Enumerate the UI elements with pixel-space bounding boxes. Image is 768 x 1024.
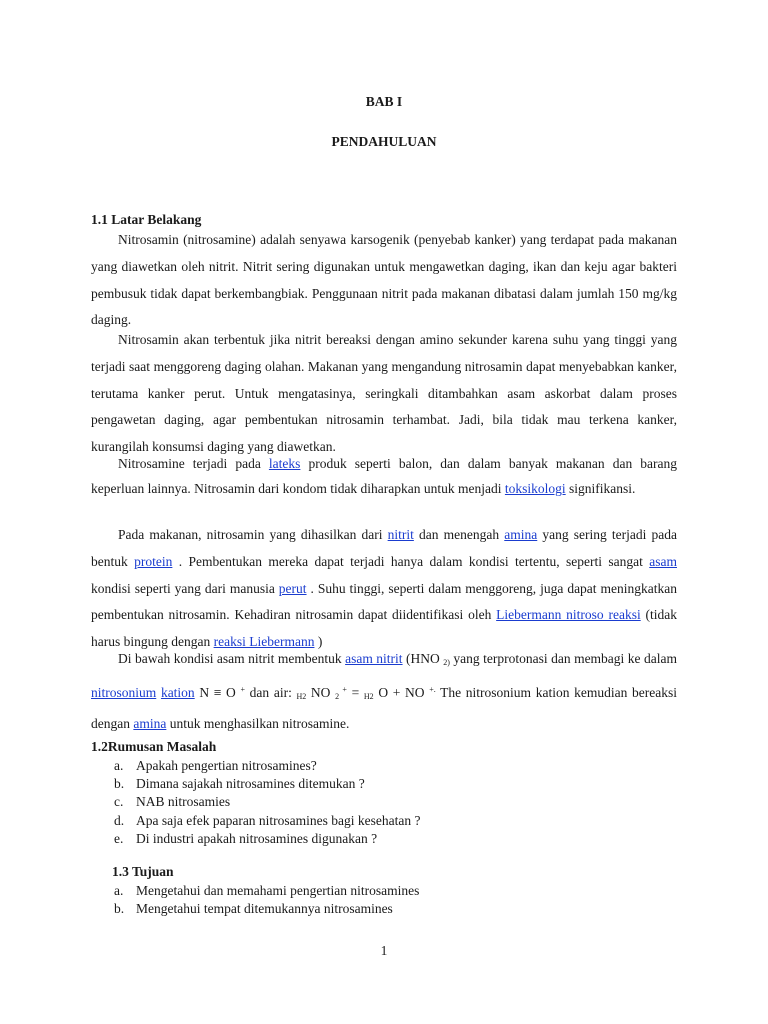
list-marker: c. (114, 794, 124, 810)
superscript: + (240, 684, 245, 694)
subscript: 2 (335, 691, 340, 701)
list-item-text: Mengetahui dan memahami pengertian nitrosamines (136, 883, 420, 898)
list-item (112, 882, 419, 900)
rumusan-masalah-list (112, 757, 421, 848)
list-item (112, 900, 419, 918)
paragraph-3-text: Nitrosamine terjadi pada (118, 456, 269, 471)
paragraph-5-text: NO (306, 684, 336, 700)
list-item (112, 793, 421, 811)
list-item (112, 757, 421, 775)
paragraph-1: Nitrosamin (nitrosamine) adalah senyawa karsogenik (penyebab kanker) yang terdapat pada makanan yang diawetkan oleh nitrit. Nitrit sering digunakan untuk mengawetkan daging, ikan dan keju agar bakteri pembusuk tidak dapat berkembangbiak. Penggunaan nitrit pada makanan dibatasi dalam jumlah 150 mg/kg daging. (91, 232, 677, 328)
list-marker: e. (114, 830, 124, 846)
list-item-text: Dimana sajakah nitrosamines ditemukan ? (136, 776, 365, 792)
link-amina[interactable]: amina (504, 527, 538, 542)
paragraph-4-text: . Suhu tinggi, seperti dalam menggoreng, juga dapat meningkatkan pembentukan nitrosamin. Kehadiran nitrosamin dapat diidentifikasi oleh (91, 580, 677, 623)
paragraph-5-text: yang terprotonasi dan membagi ke dalam (449, 651, 677, 666)
paragraph-3 (91, 451, 677, 501)
subscript: H2 (296, 691, 307, 701)
link-kation[interactable]: kation (160, 684, 195, 700)
link-protein[interactable]: protein (134, 553, 173, 569)
tujuan-list (112, 882, 419, 918)
link-nitrosonium[interactable]: nitrosonium (91, 684, 157, 700)
paragraph-2: Nitrosamin akan terbentuk jika nitrit bereaksi dengan amino sekunder karena suhu yang tinggi yang terjadi saat menggoreng daging olahan. Makanan yang mengandung nitrosamin dapat menyebabkan kanker, terutama kanker perut. Untuk mengatasinya, seringkali ditambahkan asam askorbat dalam proses pengawetan daging, agar pembentukan nitrosamin terhambat. Jadi, bila tidak mau terkena kanker, kurangilah konsumsi daging yang diawetkan. (91, 332, 677, 455)
paragraph-5-text: (HNO (402, 651, 444, 666)
list-marker: d. (114, 812, 125, 828)
paragraph-4-text: . Pembentukan mereka dapat terjadi hanya dalam kondisi tertentu, seperti sangat (172, 553, 650, 569)
list-item-text: NAB nitrosamies (136, 794, 231, 810)
list-marker: b. (114, 901, 125, 917)
link-lateks[interactable]: lateks (268, 456, 301, 471)
paragraph-5-text: Di bawah kondisi asam nitrit membentuk (118, 651, 346, 666)
list-marker: b. (114, 776, 125, 792)
paragraph-5-text: N ≡ O (194, 684, 241, 700)
section-heading-rumusan-masalah: 1.2Rumusan Masalah (91, 739, 217, 754)
subscript: H2 (363, 691, 374, 701)
link-asam[interactable]: asam (649, 553, 677, 569)
paragraph-4-text: yang sering terjadi pada bentuk (91, 527, 678, 569)
paragraph-4-text: Pada makanan, nitrosamin yang dihasilkan dari (118, 527, 388, 542)
list-item-text: Di industri apakah nitrosamines digunakan ? (136, 830, 378, 846)
list-item-text: Mengetahui tempat ditemukannya nitrosamines (136, 901, 393, 917)
subscript: 2) (443, 658, 450, 667)
paragraph-5 (91, 646, 677, 737)
page-number: 1 (380, 943, 388, 958)
link-perut[interactable]: perut (278, 580, 307, 596)
paragraph-3-text: produk seperti balon, dan dalam banyak makanan dan barang keperluan lainnya. Nitrosamin dari kondom tidak diharapkan untuk menjadi (91, 456, 677, 497)
paragraph-4 (91, 522, 677, 656)
paragraph-4-text: kondisi seperti yang dari manusia (91, 580, 279, 596)
paragraph-3-text: signifikansi. (565, 481, 636, 497)
paragraph-5-text: = (346, 684, 364, 700)
paragraph-5-text: untuk menghasilkan nitrosamine. (166, 715, 350, 731)
list-item (112, 775, 421, 793)
section-heading-latar-belakang: 1.1 Latar Belakang (91, 212, 202, 227)
chapter-label: BAB I (365, 94, 403, 109)
section-heading-tujuan: 1.3 Tujuan (112, 864, 174, 879)
list-item (112, 812, 421, 830)
paragraph-4-text: ) (314, 634, 323, 650)
list-marker: a. (114, 883, 124, 898)
list-item-text: Apakah pengertian nitrosamines? (136, 758, 317, 773)
list-item-text: Apa saja efek paparan nitrosamines bagi kesehatan ? (136, 812, 421, 828)
link-nitrit[interactable]: nitrit (387, 527, 414, 542)
paragraph-4-text: dan menengah (413, 527, 505, 542)
list-marker: a. (114, 758, 124, 773)
link-reaksi-liebermann[interactable]: reaksi Liebermann (213, 634, 315, 650)
paragraph-5-text: O + NO (373, 684, 430, 700)
link-liebermann-nitroso-reaksi[interactable]: Liebermann nitroso reaksi (496, 607, 641, 623)
chapter-title: PENDAHULUAN (331, 134, 437, 149)
link-amina-2[interactable]: amina (133, 715, 167, 731)
paragraph-5-text: The nitrosonium kation kemudian bereaksi dengan (91, 684, 678, 731)
paragraph-5-text: dan air: (245, 684, 297, 700)
paragraph-4-text: (tidak harus bingung dengan (91, 607, 677, 650)
superscript: + (339, 684, 347, 694)
link-asam-nitrit[interactable]: asam nitrit (345, 651, 403, 666)
link-toksikologi[interactable]: toksikologi (504, 481, 566, 497)
list-item (112, 830, 421, 848)
superscript: +. (429, 684, 436, 694)
